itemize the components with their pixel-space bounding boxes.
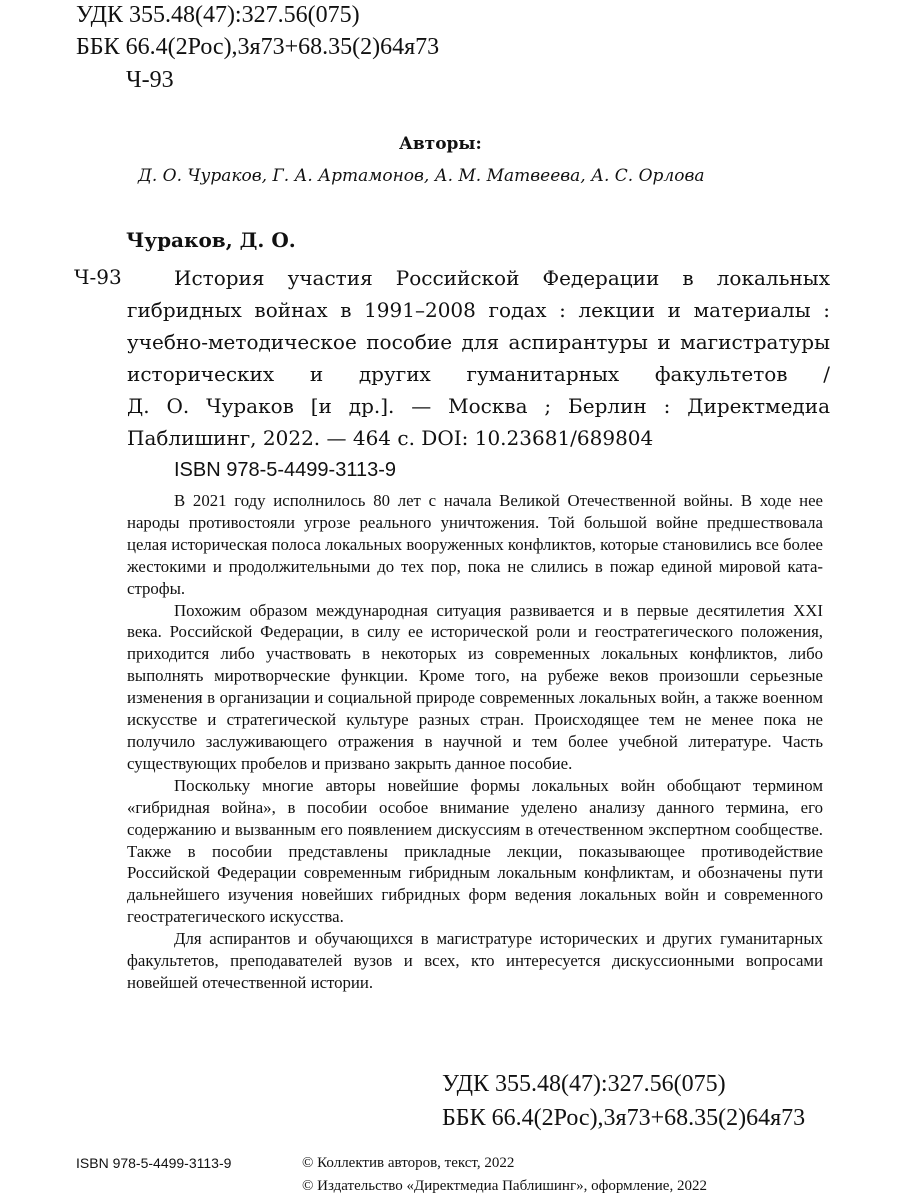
annotation-paragraph: Для аспирантов и обучающихся в магистратуре исторических и других гуманитарных факультетов, преподавателей вузов и всех, кто интересуется дискуссионными вопросами новейшей отечественной истории.	[127, 929, 823, 992]
catalog-author-mark: Ч-93	[74, 265, 122, 289]
annotation-paragraph: Похожим образом международная ситуация развивается и в первые десятилетия XXI века. Российской Федерации, в силу ее исторической роли и геостратегического положения, приходится либо участвовать в некоторых из современных локальных конфликтов, либо выполнять миротворческие функции. Кроме того, на рубеже веков произошли серьезные изменения в организации и социальной природе современных локальных войн, а также военном искусстве и стратегической культуре разных стран. Происходящее тем не менее пока не получило заслуживающего отражения в научной и тем более учебной литературе. Часть существующих пробелов и призвано закрыть данное пособие.	[127, 600, 823, 773]
author-mark: Ч-93	[126, 67, 174, 93]
title-line: учебно-методическое пособие для аспирантуры и магистратуры	[127, 330, 830, 354]
authors-list: Д. О. Чураков, Г. А. Артамонов, А. М. Матвеева, А. С. Орлова	[138, 166, 705, 186]
copyright-publisher: © Издательство «Директмедиа Паблишинг», оформление, 2022	[302, 1178, 707, 1194]
title-line: Паблишинг, 2022. — 464 с. DOI: 10.23681/689804	[127, 426, 654, 450]
annotation	[127, 490, 823, 994]
authors-label: Авторы:	[399, 134, 482, 154]
isbn-main: ISBN 978-5-4499-3113-9	[174, 459, 396, 481]
bottom-bbk-code: ББК 66.4(2Рос),3я73+68.35(2)64я73	[442, 1105, 806, 1131]
bottom-udk-code: УДК 355.48(47):327.56(075)	[442, 1071, 726, 1097]
bbk-code: ББК 66.4(2Рос),3я73+68.35(2)64я73	[76, 34, 440, 60]
footer-isbn: ISBN 978-5-4499-3113-9	[76, 1155, 232, 1171]
title-line: История участия Российской Федерации в локальных	[174, 266, 830, 290]
copyright-authors: © Коллектив авторов, текст, 2022	[302, 1155, 515, 1171]
title-line: исторических и других гуманитарных факультетов /	[127, 362, 830, 386]
udk-code: УДК 355.48(47):327.56(075)	[76, 2, 360, 28]
annotation-paragraph: В 2021 году исполнилось 80 лет с начала Великой Отечественной войны. В ходе нее народы противостояли угрозе реального уничтожения. Той большой войне предшествовала целая историческая полоса локальных вооруженных конфликтов, которые становились все более жестокими и продолжительными до тех пор, пока не слились в пожар единой мировой катастрофы.	[127, 491, 823, 598]
catalog-title-description	[127, 262, 830, 454]
annotation-paragraph: Поскольку многие авторы новейшие формы локальных войн обобщают термином «гибридная война», в пособии особое внимание уделено анализу данного термина, его содержанию и вызванным его появлением дискуссиям в отечественном экспертном сообществе. Также в пособии представлены прикладные лекции, показывающее противодействие Российской Федерации современным гибридным локальным конфликтам, и обозначены пути дальнейшего изучения новейших гибридных форм ведения локальных войн и современного геостратегического искусства.	[127, 775, 823, 927]
title-line: Д. О. Чураков [и др.]. — Москва ; Берлин : Директмедиа	[127, 394, 830, 418]
title-line: гибридных войнах в 1991–2008 годах : лекции и материалы :	[127, 298, 830, 322]
main-author-heading: Чураков, Д. О.	[126, 228, 296, 252]
